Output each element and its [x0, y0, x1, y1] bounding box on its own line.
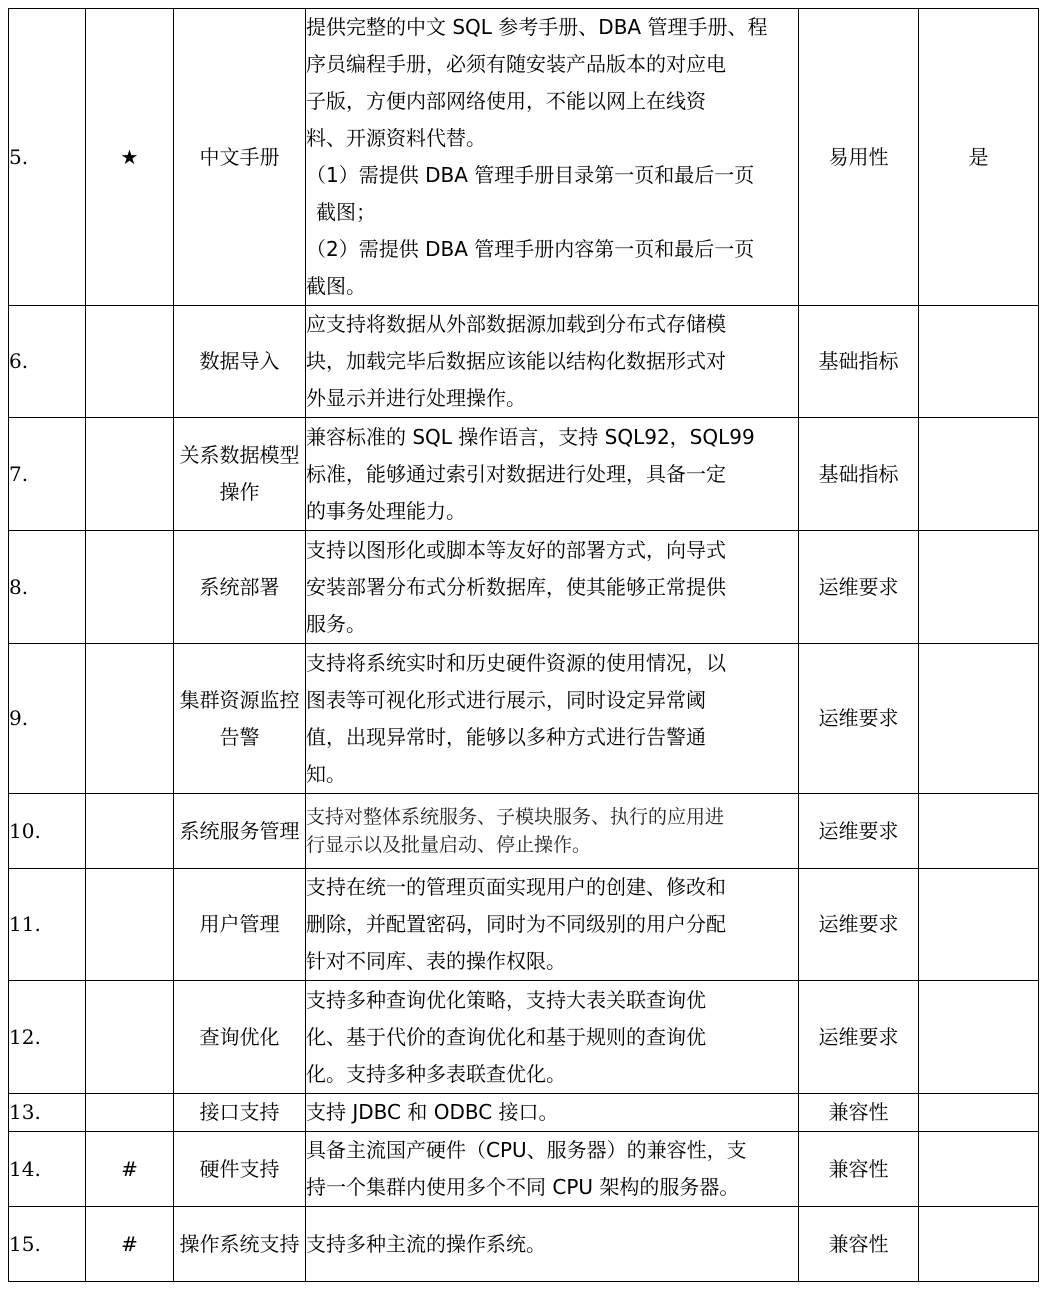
item-response: [919, 1132, 1039, 1207]
item-description: [306, 1207, 799, 1282]
item-category: 易用性: [799, 9, 919, 306]
item-description: [306, 981, 799, 1094]
row-number: 15.: [9, 1207, 86, 1282]
item-category: 运维要求: [799, 869, 919, 981]
desc-line: 图表等可视化形式进行展示，同时设定异常阈: [306, 687, 706, 712]
item-description: [306, 1132, 799, 1207]
row-number: 9.: [9, 644, 86, 794]
row-mark: [86, 644, 174, 794]
table-row: [9, 531, 1039, 644]
item-description: [306, 644, 799, 794]
desc-line: 支持多种查询优化策略，支持大表关联查询优: [306, 987, 706, 1012]
hash-mark-icon: #: [86, 1132, 174, 1207]
item-description: [306, 794, 799, 869]
item-response: [919, 644, 1039, 794]
item-category: 基础指标: [799, 418, 919, 531]
table-row: [9, 9, 1039, 306]
item-name: 接口支持: [174, 1094, 306, 1132]
item-category: 基础指标: [799, 306, 919, 418]
row-number: 10.: [9, 794, 86, 869]
item-name: 中文手册: [174, 9, 306, 306]
table-row: [9, 1207, 1039, 1282]
desc-line: 截图；: [316, 200, 376, 224]
row-mark: [86, 306, 174, 418]
desc-line: 化、基于代价的查询优化和基于规则的查询优: [306, 1024, 706, 1049]
row-mark: [86, 1094, 174, 1132]
item-name: 用户管理: [174, 869, 306, 981]
desc-line: 支持对整体系统服务、子模块服务、执行的应用进: [306, 806, 725, 828]
row-number: 14.: [9, 1132, 86, 1207]
requirements-table: [8, 8, 1039, 1282]
item-name: 关系数据模型操作: [174, 418, 306, 531]
desc-line: 安装部署分布式分析数据库，使其能够正常提供: [306, 574, 726, 599]
item-name: 集群资源监控告警: [174, 644, 306, 794]
item-description: [306, 9, 799, 306]
item-name: 系统部署: [174, 531, 306, 644]
desc-line: 序员编程手册，必须有随安装产品版本的对应电: [306, 52, 726, 76]
desc-line: （1）需提供 DBA 管理手册目录第一页和最后一页: [306, 163, 755, 187]
item-response: [919, 306, 1039, 418]
desc-line: 删除，并配置密码，同时为不同级别的用户分配: [306, 912, 726, 936]
table-row: [9, 1132, 1039, 1207]
desc-line: 应支持将数据从外部数据源加载到分布式存储模: [306, 312, 726, 336]
desc-line: 料、开源资料代替。: [306, 126, 486, 150]
row-mark: [86, 794, 174, 869]
item-name: 查询优化: [174, 981, 306, 1094]
table-row: [9, 418, 1039, 531]
row-number: 12.: [9, 981, 86, 1094]
item-name: 数据导入: [174, 306, 306, 418]
item-response: [919, 1207, 1039, 1282]
item-description: [306, 418, 799, 531]
row-number: 5.: [9, 9, 86, 306]
desc-line: 持一个集群内使用多个不同 CPU 架构的服务器。: [306, 1175, 740, 1199]
desc-line: 支持在统一的管理页面实现用户的创建、修改和: [306, 875, 726, 899]
table-row: [9, 794, 1039, 869]
table-row: [9, 306, 1039, 418]
item-response: [919, 531, 1039, 644]
item-response: [919, 794, 1039, 869]
item-description: [306, 306, 799, 418]
row-number: 11.: [9, 869, 86, 981]
desc-line: 标准，能够通过索引对数据进行处理，具备一定: [306, 461, 726, 486]
desc-line: 块，加载完毕后数据应该能以结构化数据形式对: [306, 349, 726, 373]
table-row: [9, 1094, 1039, 1132]
row-number: 7.: [9, 418, 86, 531]
desc-line: 支持以图形化或脚本等友好的部署方式，向导式: [306, 537, 726, 562]
desc-line: 支持将系统实时和历史硬件资源的使用情况，以: [306, 650, 726, 675]
table-row: [9, 644, 1039, 794]
item-category: 兼容性: [799, 1094, 919, 1132]
desc-line: 具备主流国产硬件（CPU、服务器）的兼容性，支: [306, 1138, 747, 1162]
item-category: 兼容性: [799, 1132, 919, 1207]
item-response: [919, 1094, 1039, 1132]
item-response: 是: [919, 9, 1039, 306]
item-response: [919, 869, 1039, 981]
item-response: [919, 981, 1039, 1094]
item-category: 运维要求: [799, 794, 919, 869]
item-category: 兼容性: [799, 1207, 919, 1282]
table-row: [9, 869, 1039, 981]
item-description: [306, 869, 799, 981]
desc-line: 值，出现异常时，能够以多种方式进行告警通: [306, 724, 706, 749]
row-number: 6.: [9, 306, 86, 418]
row-mark: [86, 418, 174, 531]
desc-line: 知。: [306, 761, 346, 786]
desc-line: 兼容标准的 SQL 操作语言，支持 SQL92，SQL99: [306, 424, 755, 449]
item-response: [919, 418, 1039, 531]
desc-line: 截图。: [306, 274, 366, 298]
item-category: 运维要求: [799, 644, 919, 794]
desc-line: 支持多种主流的操作系统。: [306, 1231, 546, 1256]
item-description: [306, 1094, 799, 1132]
row-number: 13.: [9, 1094, 86, 1132]
desc-line: 支持 JDBC 和 ODBC 接口。: [306, 1100, 559, 1124]
item-description: [306, 531, 799, 644]
item-name: 硬件支持: [174, 1132, 306, 1207]
desc-line: 的事务处理能力。: [306, 498, 466, 523]
desc-line: 服务。: [306, 611, 366, 636]
desc-line: 化。支持多种多表联查优化。: [306, 1061, 566, 1086]
item-name: 系统服务管理: [174, 794, 306, 869]
row-mark: [86, 869, 174, 981]
desc-line: 子版，方便内部网络使用，不能以网上在线资: [306, 89, 706, 113]
table-row: [9, 981, 1039, 1094]
row-number: 8.: [9, 531, 86, 644]
hash-mark-icon: #: [86, 1207, 174, 1282]
desc-line: 外显示并进行处理操作。: [306, 386, 526, 410]
item-category: 运维要求: [799, 531, 919, 644]
row-mark: [86, 531, 174, 644]
desc-line: 行显示以及批量启动、停止操作。: [306, 834, 592, 856]
item-name: 操作系统支持: [174, 1207, 306, 1282]
row-mark: [86, 981, 174, 1094]
star-mark-icon: ★: [86, 9, 174, 306]
desc-line: 针对不同库、表的操作权限。: [306, 949, 566, 973]
desc-line: （2）需提供 DBA 管理手册内容第一页和最后一页: [306, 237, 755, 261]
desc-line: 提供完整的中文 SQL 参考手册、DBA 管理手册、程: [306, 15, 768, 39]
item-category: 运维要求: [799, 981, 919, 1094]
